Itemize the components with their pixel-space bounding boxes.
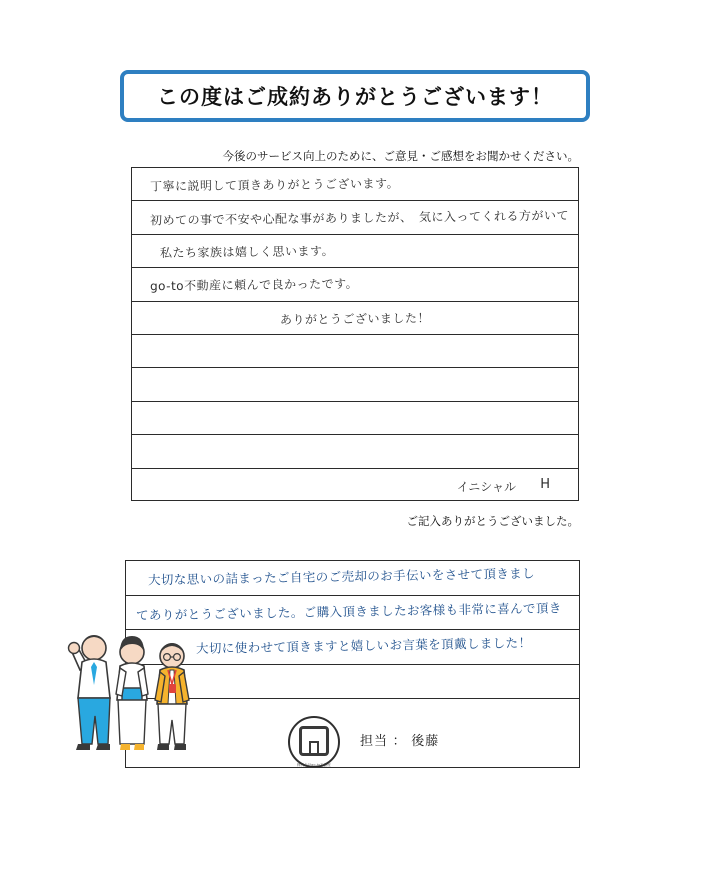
logo-house-icon	[299, 726, 329, 756]
staff-handwritten-line: てありがとうございました。ご購入頂きましたお客様も非常に喜んで頂き	[135, 599, 562, 623]
three-staff-members-illustration	[58, 612, 218, 787]
handwritten-line: 初めての事で不安や心配な事がありましたが、 気に入ってくれる方がいて	[149, 208, 570, 228]
congratulations-banner	[120, 70, 590, 122]
staff-handwritten-line: 大切な思いの詰まったご自宅のご売却のお手伝いをさせて頂きまし	[147, 565, 536, 588]
initial-label: イニシャル	[456, 479, 516, 494]
comment-row	[132, 402, 578, 435]
comment-row	[132, 168, 578, 201]
survey-prompt: 今後のサービス向上のために、ご意見・ご感想をお聞かせください。	[222, 151, 579, 163]
handwritten-line: go-to不動産に頼んで良かったです。	[149, 276, 359, 294]
banner-title: この度はご成約ありがとうございます！	[157, 86, 553, 109]
handwritten-line: ありがとうございました！	[279, 310, 431, 327]
illustration-person-left	[69, 635, 111, 750]
comment-row	[132, 235, 578, 268]
comment-row	[132, 268, 578, 301]
comment-row-initial	[132, 469, 578, 502]
handwritten-line: 私たち家族は嬉しく思います。	[159, 243, 335, 260]
illustration-person-center	[116, 636, 148, 750]
comment-row	[132, 368, 578, 401]
comment-row	[132, 201, 578, 234]
comment-row	[132, 335, 578, 368]
comment-row	[132, 435, 578, 468]
logo-micro-text: 株式会社go-to不動産	[297, 763, 331, 767]
customer-comment-sheet	[131, 167, 579, 501]
handwritten-line: 丁寧に説明して頂きありがとうございます。	[149, 176, 400, 194]
company-logo-stamp	[288, 716, 340, 768]
initial-value: H	[540, 476, 550, 492]
thanks-note: ご記入ありがとうございました。	[406, 516, 579, 528]
comment-row	[132, 302, 578, 335]
staff-comment-row	[126, 561, 579, 596]
illustration-person-right	[155, 643, 189, 750]
staff-in-charge: 担当 ： 後藤	[360, 733, 440, 748]
staff-handwritten-line: 大切に使わせて頂きますと嬉しいお言葉を頂戴しました！	[195, 635, 532, 656]
